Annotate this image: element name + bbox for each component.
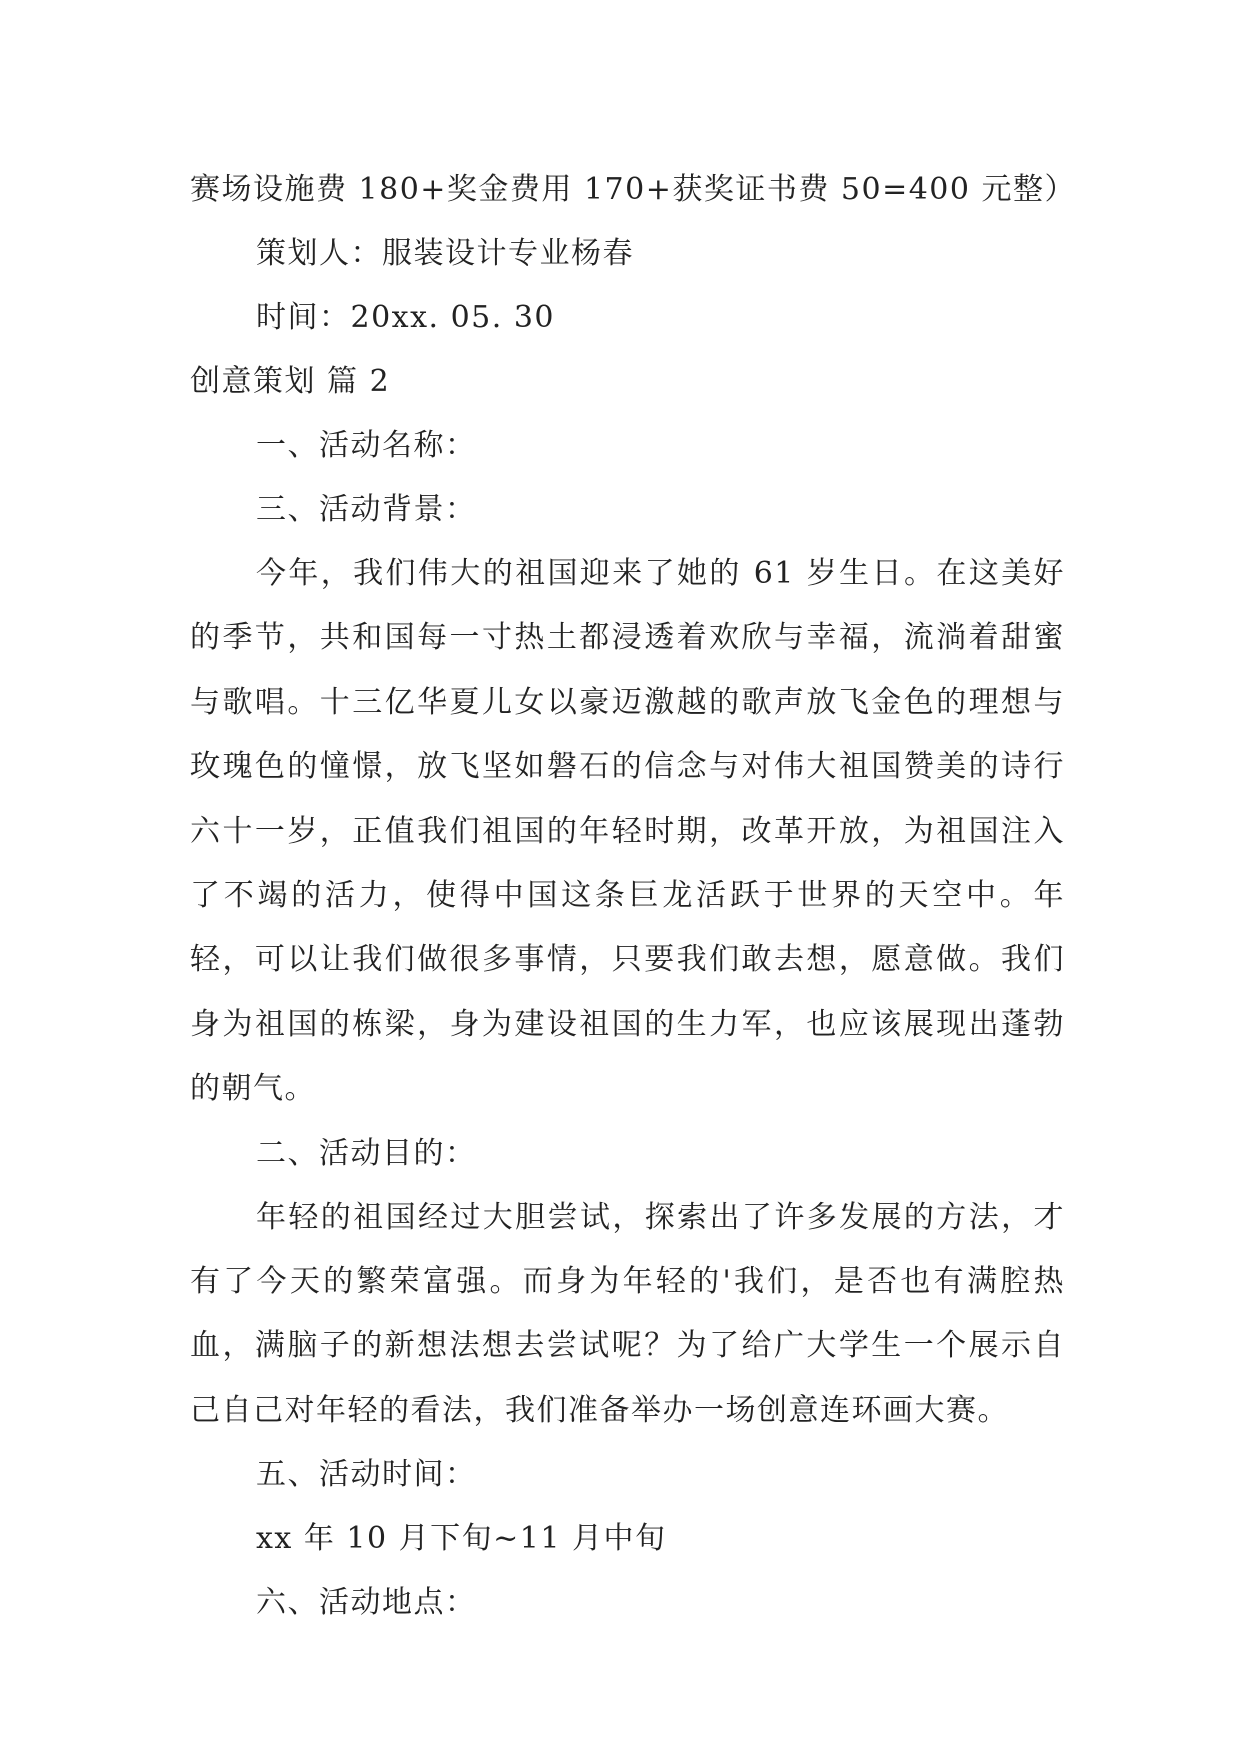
activity-place-heading: 六、活动地点： (256, 1585, 477, 1621)
planner-line: 策划人：服装设计专业杨春 (256, 236, 634, 271)
activity-time-value: xx 年 10 月下旬~11 月中旬 (256, 1521, 667, 1557)
purpose-paragraph: 年轻的祖国经过大胆尝试，探索出了许多发展的方法，才有了今天的繁荣富强。而身为年轻的'我们，是否也有满腔热血，满脑子的新想法想去尝试呢？为了给广大学生一个展示自己自己对年轻的看法，我们准备举办一场创意连环画大赛。 (190, 1199, 1065, 1428)
section-title: 创意策划 篇 2 (190, 364, 391, 399)
background-paragraph: 今年，我们伟大的祖国迎来了她的 61 岁生日。在这美好的季节，共和国每一寸热土都浸透着欢欣与幸福，流淌着甜蜜与歌唱。十三亿华夏儿女以豪迈激越的歌声放飞金色的理想与玫瑰色的憧憬，放飞坚如磐石的信念与对伟大祖国赞美的诗行六十一岁，正值我们祖国的年轻时期，改革开放，为祖国注入了不竭的活力，使得中国这条巨龙活跃于世界的天空中。年轻，可以让我们做很多事情，只要我们敢去想，愿意做。我们身为祖国的栋梁，身为建设祖国的生力军，也应该展现出蓬勃的朝气。 (190, 556, 1065, 1107)
activity-background-heading: 三、活动背景： (256, 492, 477, 527)
document-body (190, 158, 1077, 1635)
date-line: 时间：20xx. 05. 30 (256, 300, 556, 335)
budget-line: 赛场设施费 180+奖金费用 170+获奖证书费 50=400 元整） (190, 172, 1077, 207)
activity-purpose-heading: 二、活动目的： (256, 1135, 477, 1171)
activity-time-heading: 五、活动时间： (256, 1457, 477, 1493)
activity-name-heading: 一、活动名称： (256, 428, 477, 463)
